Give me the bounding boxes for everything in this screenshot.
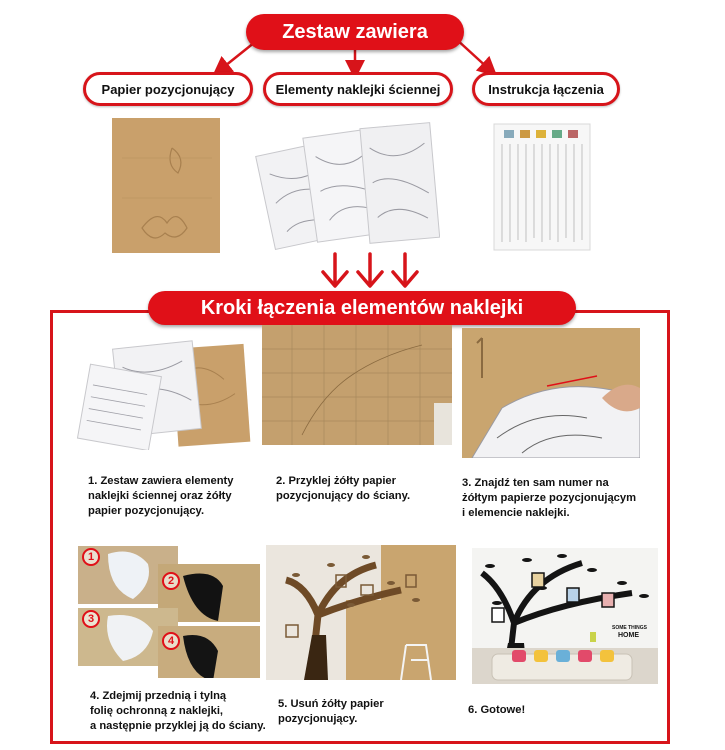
step3-caption: 3. Znajdź ten sam numer na żółtym papierze pozycjonującym i elemencie naklejki.	[462, 477, 637, 519]
positioning-paper-image	[112, 118, 220, 253]
kit-contents-title: Zestaw zawiera	[246, 14, 464, 50]
wall-text-line2: HOME	[618, 632, 639, 639]
step6-image	[472, 548, 658, 684]
step1-image	[75, 340, 253, 450]
step5-caption: 5. Usuń żółty papier pozycjonujący.	[278, 698, 384, 725]
step4-caption: 4. Zdejmij przednią i tylną folię ochronną z naklejki, a następnie przyklej ją do ściany.	[90, 690, 266, 732]
item-label-sticker-elements: Elementy naklejki ściennej	[263, 72, 453, 106]
instructions-image	[492, 122, 592, 252]
item-label-instructions: Instrukcja łączenia	[472, 72, 620, 106]
step2-image	[262, 325, 452, 445]
steps-title: Kroki łączenia elementów naklejki	[148, 291, 576, 325]
substep-number-1: 1	[82, 548, 100, 566]
sticker-elements-image	[255, 115, 440, 255]
step6-caption: 6. Gotowe!	[468, 704, 526, 716]
step5-image	[266, 545, 456, 680]
step4-image	[78, 546, 260, 678]
down-arrows-icon	[315, 250, 425, 292]
substep-number-4: 4	[162, 632, 180, 650]
wall-text-line1: SOME THINGS	[612, 625, 648, 631]
step3-image	[462, 328, 640, 458]
step1-caption: 1. Zestaw zawiera elementy naklejki ściennej oraz żółty papier pozycjonujący.	[88, 475, 234, 517]
substep-number-3: 3	[82, 610, 100, 628]
item-label-positioning-paper: Papier pozycjonujący	[83, 72, 253, 106]
step2-caption: 2. Przyklej żółty papier pozycjonujący do ściany.	[276, 475, 411, 502]
substep-number-2: 2	[162, 572, 180, 590]
